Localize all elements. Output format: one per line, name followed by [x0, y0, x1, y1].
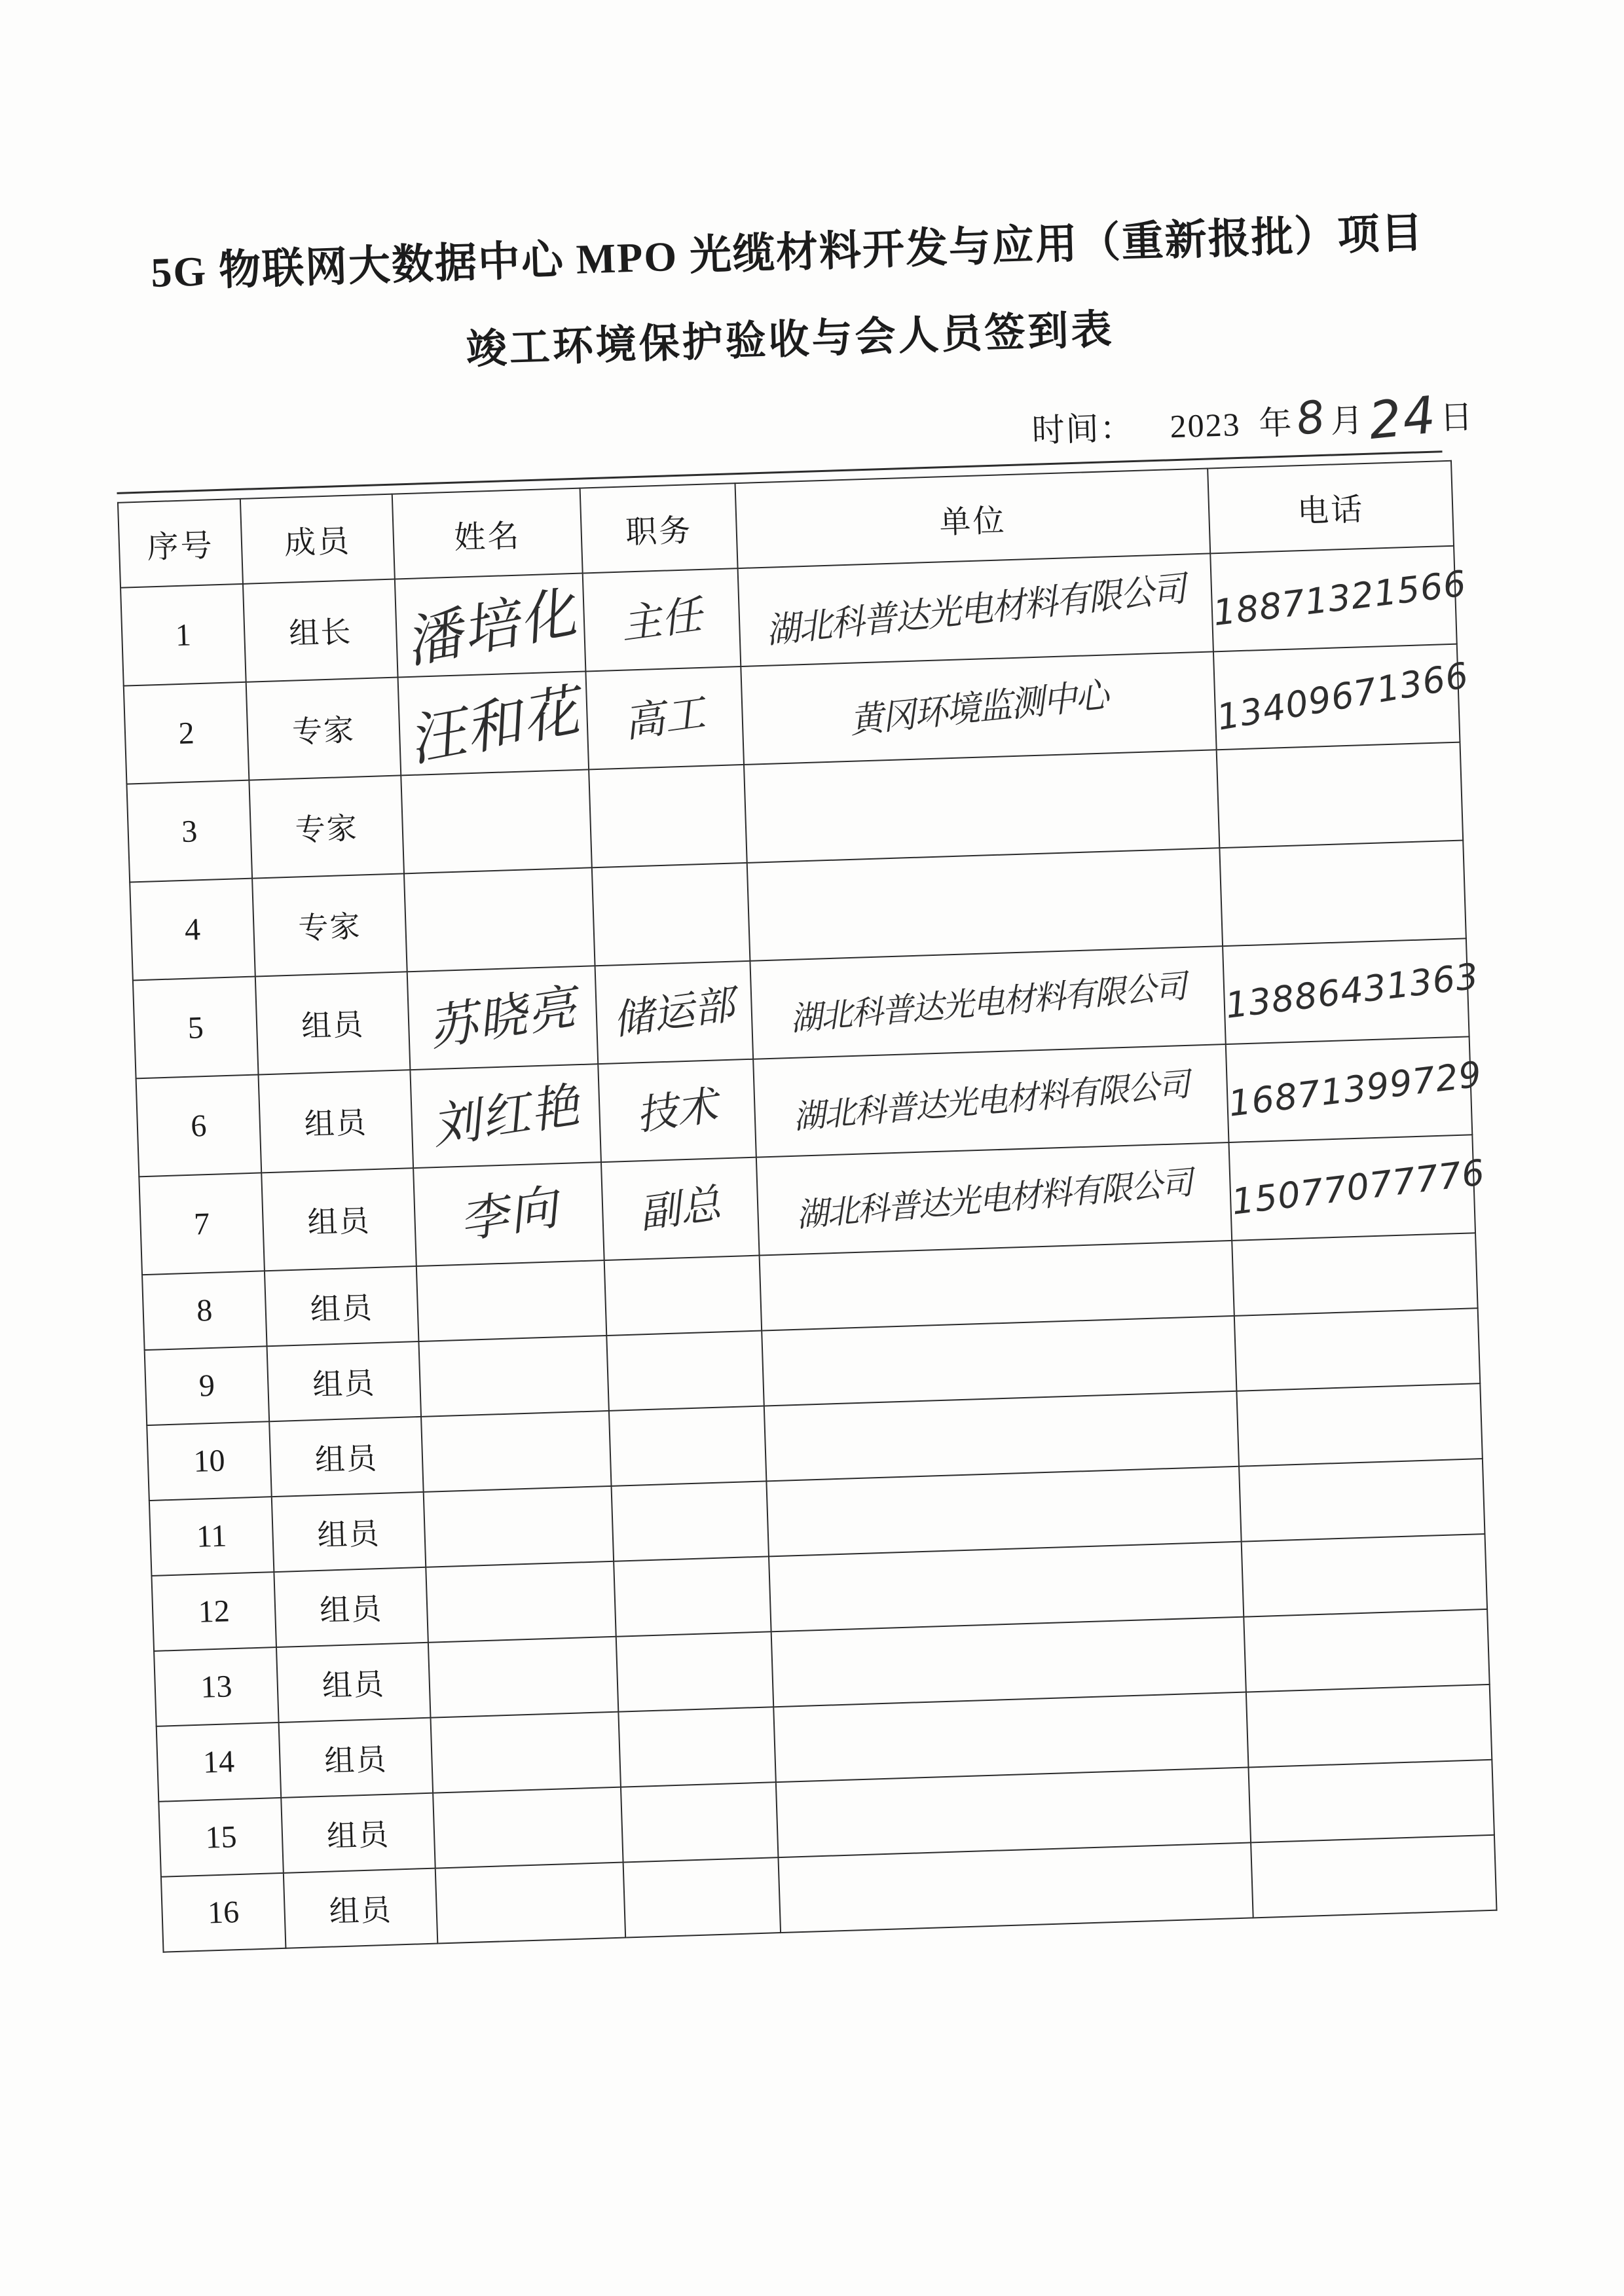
- handwritten-position: 主任: [618, 590, 705, 649]
- cell-name: [410, 1064, 601, 1168]
- cell-position: [618, 1707, 775, 1787]
- cell-name: [395, 574, 586, 678]
- signin-table-body: [120, 546, 1496, 1952]
- handwritten-phone: 13886431363: [1223, 955, 1481, 1027]
- cell-member: 组员: [261, 1168, 416, 1271]
- cell-name: [433, 1787, 623, 1868]
- signin-table: [117, 460, 1498, 1953]
- cell-member: 组员: [267, 1341, 421, 1421]
- handwritten-phone: 13409671366: [1213, 654, 1472, 738]
- cell-name: [424, 1486, 614, 1567]
- cell-phone: [1223, 938, 1481, 1044]
- cell-name: [430, 1712, 620, 1793]
- cell-phone: [1219, 841, 1466, 947]
- cell-unit: [741, 651, 1216, 765]
- cell-no: 4: [130, 879, 255, 981]
- time-year: 2023: [1169, 405, 1242, 445]
- cell-phone: [1228, 1135, 1487, 1241]
- cell-name: [401, 769, 592, 873]
- cell-position: [583, 568, 741, 671]
- cell-name: [428, 1637, 618, 1718]
- document-title-line2: 竣工环境保护验收与会人员签到表: [465, 307, 1115, 373]
- cell-unit: [753, 1044, 1228, 1157]
- header-position: 职务: [580, 483, 738, 573]
- cell-position: [601, 1157, 760, 1260]
- cell-unit: [762, 1316, 1236, 1406]
- cell-no: 12: [151, 1572, 276, 1651]
- cell-member: 组员: [279, 1718, 433, 1798]
- cell-position: [592, 863, 750, 966]
- cell-member: 专家: [249, 775, 404, 878]
- cell-phone: [1239, 1459, 1485, 1542]
- cell-name: [426, 1561, 616, 1643]
- cell-position: [616, 1631, 773, 1711]
- cell-no: 11: [149, 1497, 274, 1576]
- cell-member: 组员: [276, 1643, 430, 1722]
- cell-position: [604, 1256, 762, 1336]
- time-day-unit: 日: [1439, 398, 1475, 437]
- cell-unit: [773, 1692, 1248, 1783]
- handwritten-month: 8: [1293, 390, 1330, 446]
- handwritten-unit: 湖北科普达光电材料有限公司: [788, 967, 1187, 1038]
- cell-phone: [1210, 546, 1469, 652]
- cell-name: [398, 671, 589, 775]
- cell-member: 专家: [246, 677, 401, 780]
- cell-name: [413, 1162, 604, 1266]
- cell-member: 组员: [281, 1793, 435, 1873]
- document-title-line1: 5G 物联网大数据中心 MPO 光缆材料开发与应用（重新报批）项目: [150, 209, 1425, 297]
- cell-member: 组员: [269, 1417, 423, 1497]
- cell-no: 8: [142, 1271, 267, 1350]
- cell-name: [416, 1260, 606, 1341]
- cell-no: 6: [136, 1074, 262, 1176]
- cell-position: [585, 666, 744, 769]
- cell-member: 组员: [255, 972, 411, 1074]
- cell-unit: [771, 1617, 1246, 1707]
- cell-no: 14: [157, 1722, 282, 1802]
- cell-no: 3: [126, 780, 252, 883]
- cell-unit: [764, 1391, 1239, 1482]
- handwritten-phone: 18871321566: [1211, 562, 1469, 634]
- header-unit: 单位: [735, 468, 1210, 568]
- header-phone: 电话: [1208, 461, 1454, 554]
- cell-position: [609, 1406, 766, 1485]
- cell-phone: [1226, 1036, 1485, 1142]
- cell-phone: [1217, 742, 1464, 848]
- cell-phone: [1234, 1308, 1480, 1391]
- cell-no: 2: [124, 682, 249, 784]
- cell-no: 1: [120, 584, 246, 686]
- handwritten-unit: 湖北科普达光电材料有限公司: [795, 1163, 1194, 1235]
- cell-unit: [750, 946, 1225, 1059]
- handwritten-position: 高工: [621, 688, 709, 747]
- cell-phone: [1236, 1383, 1482, 1467]
- cell-unit: [747, 848, 1223, 961]
- cell-position: [614, 1556, 771, 1636]
- cell-unit: [778, 1842, 1253, 1933]
- cell-unit: [766, 1467, 1241, 1557]
- cell-no: 5: [133, 977, 259, 1079]
- handwritten-unit: 湖北科普达光电材料有限公司: [792, 1065, 1190, 1137]
- header-name: 姓名: [392, 488, 583, 579]
- cell-no: 16: [161, 1873, 286, 1952]
- cell-phone: [1248, 1760, 1494, 1843]
- cell-position: [612, 1481, 769, 1561]
- cell-position: [595, 961, 754, 1064]
- cell-member: 组员: [274, 1567, 428, 1647]
- cell-member: 组员: [259, 1070, 414, 1173]
- handwritten-position: 副总: [637, 1179, 724, 1238]
- cell-phone: [1232, 1233, 1477, 1316]
- cell-name: [418, 1336, 608, 1417]
- cell-unit: [776, 1768, 1251, 1858]
- cell-name: [421, 1411, 611, 1492]
- cell-phone: [1213, 644, 1472, 750]
- cell-member: 组长: [243, 579, 398, 682]
- cell-no: 10: [147, 1421, 272, 1501]
- handwritten-name: 苏晓亮: [424, 978, 581, 1057]
- cell-position: [598, 1059, 756, 1162]
- cell-unit: [738, 553, 1213, 666]
- cell-no: 9: [145, 1346, 270, 1425]
- cell-unit: [744, 750, 1219, 863]
- cell-member: 组员: [272, 1492, 426, 1572]
- handwritten-unit: 湖北科普达光电材料有限公司: [764, 568, 1187, 652]
- handwritten-name: 李向: [455, 1178, 563, 1250]
- cell-position: [606, 1331, 764, 1411]
- handwritten-name: 潘培化: [399, 579, 582, 676]
- cell-position: [623, 1857, 781, 1937]
- cell-no: 13: [154, 1647, 279, 1726]
- header-member: 成员: [240, 494, 395, 584]
- cell-no: 7: [139, 1173, 265, 1275]
- handwritten-name: 刘红艳: [427, 1076, 584, 1156]
- time-month-unit: 月: [1329, 401, 1365, 440]
- handwritten-name: 汪和花: [403, 678, 585, 774]
- signin-table-wrap: [117, 450, 1488, 1953]
- handwritten-unit: 黄冈环境监测中心: [847, 674, 1110, 742]
- cell-name: [404, 867, 595, 972]
- handwritten-position: 储运部: [610, 980, 738, 1044]
- cell-position: [621, 1782, 778, 1862]
- cell-position: [589, 765, 747, 867]
- handwritten-phone: 16871399729: [1226, 1053, 1485, 1125]
- cell-member: 专家: [252, 873, 407, 976]
- cell-phone: [1251, 1835, 1496, 1918]
- cell-unit: [769, 1542, 1244, 1632]
- header-no: 序号: [118, 499, 243, 588]
- cell-name: [435, 1863, 625, 1944]
- cell-member: 组员: [265, 1266, 418, 1346]
- cell-phone: [1244, 1609, 1489, 1692]
- cell-phone: [1246, 1685, 1492, 1768]
- time-year-unit: 年: [1258, 404, 1294, 442]
- time-label: 时间：: [1031, 409, 1135, 449]
- handwritten-phone: 15077077776: [1229, 1152, 1487, 1223]
- cell-unit: [760, 1241, 1234, 1331]
- handwritten-position: 技术: [633, 1081, 721, 1140]
- cell-phone: [1242, 1534, 1487, 1617]
- handwritten-day: 24: [1365, 386, 1439, 452]
- cell-no: 15: [158, 1798, 284, 1877]
- cell-member: 组员: [284, 1868, 437, 1948]
- cell-name: [407, 966, 599, 1070]
- cell-unit: [756, 1142, 1232, 1256]
